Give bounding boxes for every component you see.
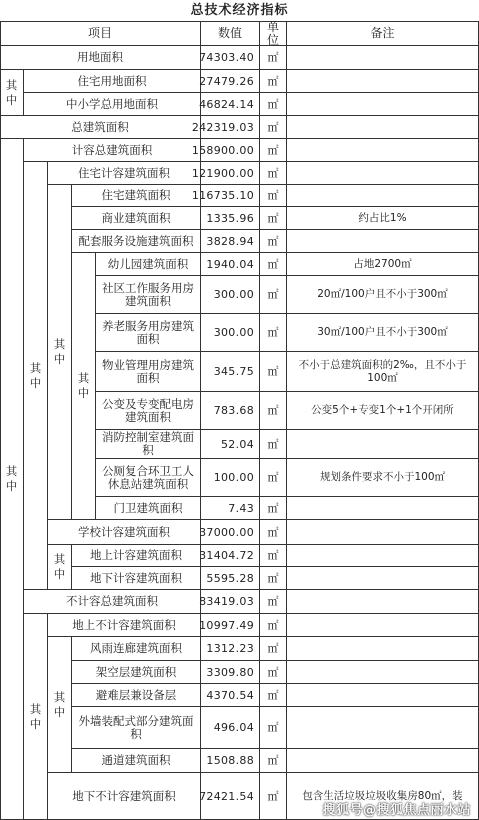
row-value-residential-bldg: 116735.10 [201,185,260,207]
row-label-far-gfa: 计容总建筑面积 [24,139,201,162]
row-label-above-ground-far: 地上计容建筑面积 [72,545,201,567]
row-unit-underground-non-far: ㎡ [260,773,287,820]
group-far-breakdown-char-2: 中 [29,375,42,390]
row-label-refuge-floor: 避难层兼设备层 [72,684,201,707]
group-above-ground-breakdown-char-2: 中 [53,704,66,719]
row-label-community-service: 社区工作服务用房建筑面积 [96,276,201,314]
row-label-corridor: 风雨连廊建筑面积 [72,637,201,661]
row-unit-above-ground-non-far: ㎡ [260,614,287,637]
row-note-underground-far [287,567,479,590]
row-note-corridor [287,637,479,661]
row-value-kindergarten: 1940.04 [201,253,260,276]
row-unit-refuge-floor: ㎡ [260,684,287,707]
row-value-residential-far: 121900.00 [201,162,260,185]
row-note-far-gfa [287,139,479,162]
row-value-far-gfa: 158900.00 [201,139,260,162]
row-note-school-land [287,93,479,116]
row-value-commercial: 1335.96 [201,207,260,230]
row-unit-above-ground-far: ㎡ [260,545,287,567]
group-gfa-breakdown [0,139,24,820]
row-note-refuge-floor [287,684,479,707]
row-label-kindergarten: 幼儿园建筑面积 [96,253,201,276]
row-value-corridor: 1312.23 [201,637,260,661]
row-unit-property-mgmt: ㎡ [260,352,287,392]
row-unit-community-service: ㎡ [260,276,287,314]
row-note-community-service: 20㎡/100户且不小于300㎡ [287,276,479,314]
group-supporting-breakdown-char-2: 中 [77,386,90,400]
row-value-non-far: 83419.03 [201,590,260,614]
group-land-breakdown-char-2: 中 [5,92,18,107]
row-note-land-area [287,46,479,70]
row-label-commercial: 商业建筑面积 [72,207,201,230]
table-title: 总技术经济指标 [190,3,289,18]
row-label-underground-non-far: 地下不计容建筑面积 [48,773,201,820]
row-note-elderly-care: 30㎡/100户且不小于300㎡ [287,314,479,352]
row-label-school-land: 中小学总用地面积 [24,93,201,116]
row-value-stilt-floor: 3309.80 [201,661,260,684]
group-school-breakdown-char-1: 其 [53,552,66,566]
row-value-above-ground-non-far: 10997.49 [201,614,260,637]
watermark: 搜狐号@搜狐焦点丽水站 [322,803,471,818]
row-note-school-far [287,520,479,545]
header-item: 项目 [0,22,201,46]
group-residential-breakdown [48,185,72,520]
row-label-stilt-floor: 架空层建筑面积 [72,661,201,684]
header-unit: 单位 [260,22,287,46]
row-value-passage: 1508.88 [201,749,260,773]
row-label-substation: 公变及专变配电房建筑面积 [96,392,201,430]
row-unit-passage: ㎡ [260,749,287,773]
group-non-far-breakdown-char-2: 中 [29,716,42,731]
row-label-land-area: 用地面积 [0,46,201,70]
row-unit-kindergarten: ㎡ [260,253,287,276]
group-residential-breakdown-char-1: 其 [53,337,66,351]
row-value-substation: 783.68 [201,392,260,430]
row-label-total-gfa: 总建筑面积 [0,116,201,139]
row-unit-public-toilet: ㎡ [260,459,287,497]
row-note-residential-far [287,162,479,185]
group-above-ground-breakdown [48,637,72,773]
group-school-breakdown-char-2: 中 [53,567,66,581]
row-note-substation: 公变5个+专变1个+1个开闭所 [287,392,479,430]
row-unit-substation: ㎡ [260,392,287,430]
row-value-underground-non-far: 72421.54 [201,773,260,820]
row-note-property-mgmt: 不小于总建筑面积的2‰，且不小于100㎡ [287,352,479,392]
group-far-breakdown [24,162,48,590]
row-value-community-service: 300.00 [201,276,260,314]
row-value-guard: 7.43 [201,497,260,520]
row-note-total-gfa [287,116,479,139]
row-value-land-area: 74303.40 [201,46,260,70]
row-unit-residential-land: ㎡ [260,70,287,93]
row-unit-fire-control: ㎡ [260,430,287,459]
header-value: 数值 [201,22,260,46]
group-non-far-breakdown [24,614,48,820]
row-label-residential-far: 住宅计容建筑面积 [48,162,201,185]
group-supporting-breakdown-char-1: 其 [77,371,90,385]
row-value-prefab-wall: 496.04 [201,707,260,749]
group-far-breakdown-char-1: 其 [29,360,42,375]
row-note-commercial: 约占比1% [287,207,479,230]
row-note-underground-non-far: 包含生活垃圾垃圾收集房80㎡，装 [287,773,479,820]
row-value-total-gfa: 242319.03 [201,116,260,139]
row-value-residential-land: 27479.26 [201,70,260,93]
row-label-passage: 通道建筑面积 [72,749,201,773]
row-note-prefab-wall [287,707,479,749]
row-value-elderly-care: 300.00 [201,314,260,352]
group-gfa-breakdown-char-2: 中 [5,479,18,493]
group-land-breakdown [0,70,24,116]
row-unit-elderly-care: ㎡ [260,314,287,352]
row-unit-school-far: ㎡ [260,520,287,545]
row-unit-school-land: ㎡ [260,93,287,116]
row-note-above-ground-non-far [287,614,479,637]
row-unit-supporting: ㎡ [260,230,287,253]
row-label-above-ground-non-far: 地上不计容建筑面积 [48,614,201,637]
row-value-supporting: 3828.94 [201,230,260,253]
row-value-school-land: 46824.14 [201,93,260,116]
row-unit-land-area: ㎡ [260,46,287,70]
group-land-breakdown-char-1: 其 [5,77,18,92]
row-unit-stilt-floor: ㎡ [260,661,287,684]
group-school-breakdown [48,545,72,590]
row-unit-non-far: ㎡ [260,590,287,614]
row-unit-residential-far: ㎡ [260,162,287,185]
group-supporting-breakdown [72,253,96,520]
row-label-residential-bldg: 住宅建筑面积 [72,185,201,207]
row-label-supporting: 配套服务设施建筑面积 [72,230,201,253]
row-unit-commercial: ㎡ [260,207,287,230]
row-unit-prefab-wall: ㎡ [260,707,287,749]
row-unit-corridor: ㎡ [260,637,287,661]
row-label-guard: 门卫建筑面积 [96,497,201,520]
row-label-non-far: 不计容总建筑面积 [24,590,201,614]
row-unit-guard: ㎡ [260,497,287,520]
row-note-fire-control [287,430,479,459]
group-non-far-breakdown-char-1: 其 [29,701,42,716]
row-note-stilt-floor [287,661,479,684]
row-note-passage [287,749,479,773]
row-label-residential-land: 住宅用地面积 [24,70,201,93]
row-note-non-far [287,590,479,614]
row-label-prefab-wall: 外墙装配式部分建筑面积 [72,707,201,749]
row-note-above-ground-far [287,545,479,567]
row-label-property-mgmt: 物业管理用房建筑面积 [96,352,201,392]
row-unit-underground-far: ㎡ [260,567,287,590]
group-gfa-breakdown-char-1: 其 [5,464,18,478]
row-label-school-far: 学校计容建筑面积 [48,520,201,545]
row-label-fire-control: 消防控制室建筑面积 [96,430,201,459]
row-value-above-ground-far: 31404.72 [201,545,260,567]
row-unit-far-gfa: ㎡ [260,139,287,162]
row-note-public-toilet: 规划条件要求不小于100㎡ [287,459,479,497]
row-value-underground-far: 5595.28 [201,567,260,590]
row-note-kindergarten: 占地2700㎡ [287,253,479,276]
row-value-refuge-floor: 4370.54 [201,684,260,707]
header-note: 备注 [287,22,479,46]
row-value-property-mgmt: 345.75 [201,352,260,392]
group-residential-breakdown-char-2: 中 [53,352,66,366]
row-note-supporting [287,230,479,253]
row-label-public-toilet: 公厕复合环卫工人休息站建筑面积 [96,459,201,497]
group-above-ground-breakdown-char-1: 其 [53,689,66,704]
row-note-residential-land [287,70,479,93]
row-unit-total-gfa: ㎡ [260,116,287,139]
row-label-underground-far: 地下计容建筑面积 [72,567,201,590]
row-value-public-toilet: 100.00 [201,459,260,497]
row-note-residential-bldg [287,185,479,207]
row-unit-residential-bldg: ㎡ [260,185,287,207]
row-value-school-far: 37000.00 [201,520,260,545]
row-note-guard [287,497,479,520]
row-value-fire-control: 52.04 [201,430,260,459]
row-label-elderly-care: 养老服务用房建筑面积 [96,314,201,352]
